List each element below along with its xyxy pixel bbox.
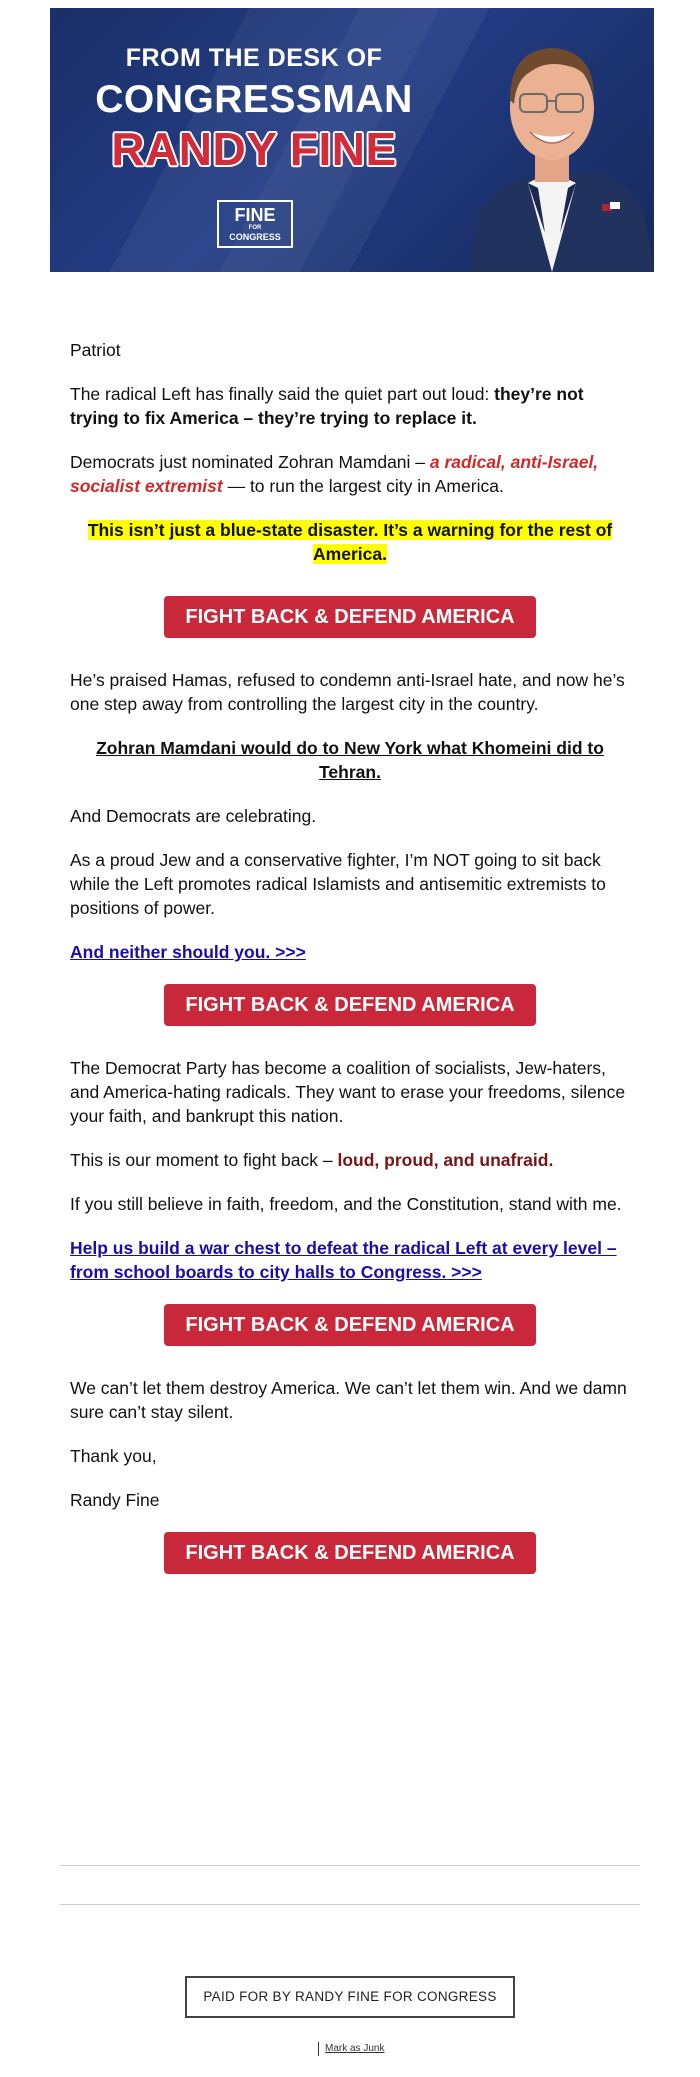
paragraph-stay-silent: We can’t let them destroy America. We can’t let them win. And we damn sure can’t stay silent. xyxy=(70,1378,627,1422)
text: This is our moment to fight back – xyxy=(70,1150,338,1170)
paid-for-disclaimer: PAID FOR BY RANDY FINE FOR CONGRESS xyxy=(185,1976,515,2018)
emphasis-text: they’re not trying to fix America – they’re trying to replace it. xyxy=(70,384,584,428)
highlight-text: This isn’t just a blue-state disaster. It’s a warning for the rest of America. xyxy=(87,520,613,564)
text: — to run the largest city in America. xyxy=(222,476,504,496)
paragraph-stand-with-me: If you still believe in faith, freedom, and the Constitution, stand with me. xyxy=(70,1194,622,1214)
highlighted-warning xyxy=(70,518,630,566)
paragraph-proud-jew: As a proud Jew and a conservative fighter, I’m NOT going to sit back while the Left promotes radical Islamists and antisemitic extremists to positions of power. xyxy=(70,850,606,918)
header-banner xyxy=(50,8,654,272)
greeting: Patriot xyxy=(70,340,121,360)
emphasis-maroon-text: loud, proud, and unafraid. xyxy=(337,1150,554,1170)
paragraph-celebrating: And Democrats are celebrating. xyxy=(70,806,317,826)
logo-text-top: FINE xyxy=(234,205,276,225)
fight-back-button[interactable]: FIGHT BACK & DEFEND AMERICA xyxy=(164,1532,536,1574)
fight-back-button[interactable]: FIGHT BACK & DEFEND AMERICA xyxy=(164,596,536,638)
signature: Randy Fine xyxy=(70,1490,160,1510)
emphasis-red-text: a radical, anti-Israel, socialist extremist xyxy=(70,452,599,496)
paragraph-democrat-party: The Democrat Party has become a coalition of socialists, Jew-haters, and America-hating radicals. They want to erase your freedoms, silence your faith, and bankrupt this nation. xyxy=(70,1058,626,1126)
war-chest-link[interactable]: Help us build a war chest to defeat the radical Left at every level – from school boards to city halls to Congress. >>> xyxy=(70,1238,617,1282)
portrait-photo xyxy=(450,8,654,272)
closing-thanks: Thank you, xyxy=(70,1446,157,1466)
paragraph-nomination xyxy=(70,450,630,498)
mark-as-junk-link[interactable] xyxy=(318,2042,384,2056)
cta-row xyxy=(70,596,630,638)
paragraph-quiet-part xyxy=(70,382,630,430)
banner-line-name: RANDY FINE xyxy=(111,123,397,175)
paragraph-fight-back xyxy=(70,1148,630,1172)
banner-line-desk: FROM THE DESK OF xyxy=(125,44,383,72)
link-paragraph xyxy=(70,940,630,964)
logo-text-bottom: CONGRESS xyxy=(229,232,281,242)
footer-divider xyxy=(60,1904,640,1905)
text: Democrats just nominated Zohran Mamdani – xyxy=(70,452,430,472)
paragraph-hamas: He’s praised Hamas, refused to condemn anti-Israel hate, and now he’s one step away from controlling the largest city in the country. xyxy=(70,670,625,714)
neither-should-you-link[interactable]: And neither should you. >>> xyxy=(70,942,306,962)
fight-back-button[interactable]: FIGHT BACK & DEFEND AMERICA xyxy=(164,984,536,1026)
cta-row xyxy=(70,1304,630,1346)
link-paragraph xyxy=(70,1236,630,1284)
cta-row xyxy=(70,1532,630,1574)
cta-row xyxy=(70,984,630,1026)
underlined-statement: Zohran Mamdani would do to New York what Khomeini did to Tehran. xyxy=(96,738,604,782)
banner-line-title: CONGRESSMAN xyxy=(95,78,413,121)
text: The radical Left has finally said the quiet part out loud: xyxy=(70,384,495,404)
email-body xyxy=(70,338,630,1604)
footer-divider xyxy=(60,1865,640,1866)
mark-as-junk-label[interactable]: Mark as Junk xyxy=(325,2043,385,2054)
campaign-logo xyxy=(217,200,293,248)
logo-text-mid: FOR xyxy=(248,225,262,231)
fight-back-button[interactable]: FIGHT BACK & DEFEND AMERICA xyxy=(164,1304,536,1346)
